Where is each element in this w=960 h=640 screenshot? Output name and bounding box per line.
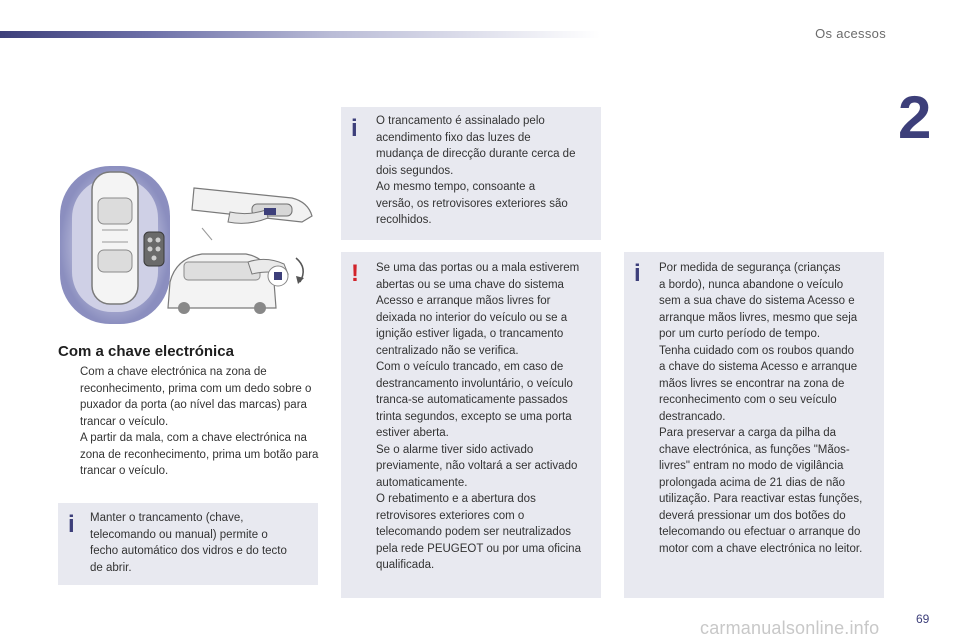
keyless-entry-illustration — [52, 158, 322, 330]
window-info-text: Manter o trancamento (chave, telecomando ou manual) permite o fecho automático dos vidros e do tecto de abrir. — [90, 512, 287, 574]
list-item-text: Com a chave electrónica na zona de reconhecimento, prima com um dedo sobre o puxador da porta (ao nível das marcas) para trancar o veículo. — [80, 366, 312, 428]
doors-warning-text: Se uma das portas ou a mala estiverem abertas ou se uma chave do sistema Acesso e arranque mãos livres for deixada no interior do veículo ou se a ignição estiver ligada, o trancamento centralizado não se verifica. Com o veículo trancado, em caso de destrancamento involuntário, o veículo tranca-se automaticamente passados trinta segundos, excepto se uma porta estiver aberta. Se o alarme tiver sido activado previamente, não voltará a ser activado automaticamente. O rebatimento e a abertura dos retrovisores exteriores com o telecomando podem ser neutralizados pela rede PEUGEOT ou por uma oficina qualificada. — [376, 262, 581, 571]
watermark: carmanualsonline.info — [700, 618, 880, 638]
header-gradient-bar — [0, 31, 600, 38]
warning-icon: ! — [351, 260, 359, 287]
safety-info-box — [624, 252, 884, 598]
section-heading: Com a chave electrónica — [58, 343, 234, 360]
list-item-text: A partir da mala, com a chave electrónica na zona de reconhecimento, prima um botão para trancar o veículo. — [80, 432, 319, 477]
info-icon: i — [634, 260, 641, 287]
chapter-number: 2 — [898, 84, 932, 151]
page-number: 69 — [916, 612, 930, 626]
doors-warning-box — [341, 252, 601, 598]
instruction-list — [58, 364, 320, 480]
info-icon: i — [68, 511, 75, 538]
car-rear-trunk-icon — [168, 254, 304, 314]
key-fob-icon — [144, 232, 164, 266]
section-title: Os acessos — [815, 26, 886, 41]
list-item — [58, 364, 320, 430]
door-handle-with-finger-icon — [192, 188, 312, 240]
info-icon: i — [351, 115, 358, 142]
locking-info-text: O trancamento é assinalado pelo acendimento fixo das luzes de mudança de direcção durante cerca de dois segundos. Ao mesmo tempo, consoante a versão, os retrovisores exteriores são recolhidos. — [376, 115, 576, 226]
car-top-view-icon — [92, 172, 138, 304]
list-item — [58, 430, 320, 480]
safety-info-text: Por medida de segurança (crianças a bordo), nunca abandone o veículo sem a sua chave do sistema Acesso e arranque mãos livres, mesmo que seja por um curto período de tempo. Tenha cuidado com os roubos quando a chave do sistema Acesso e arranque mãos livres se encontrar na zona de reconhecimento com o seu veículo destrancado. Para preservar a carga da pilha da chave electrónica, as funções "Mãos- livres" entram no modo de vigilância prolongada acima de 21 dias de não utilização. Para reactivar estas funções, deverá pressionar um dos botões do telecomando ou efectuar o arranque do motor com a chave electrónica no leitor. — [659, 262, 863, 555]
window-info-box — [58, 503, 318, 585]
locking-info-box — [341, 107, 601, 240]
